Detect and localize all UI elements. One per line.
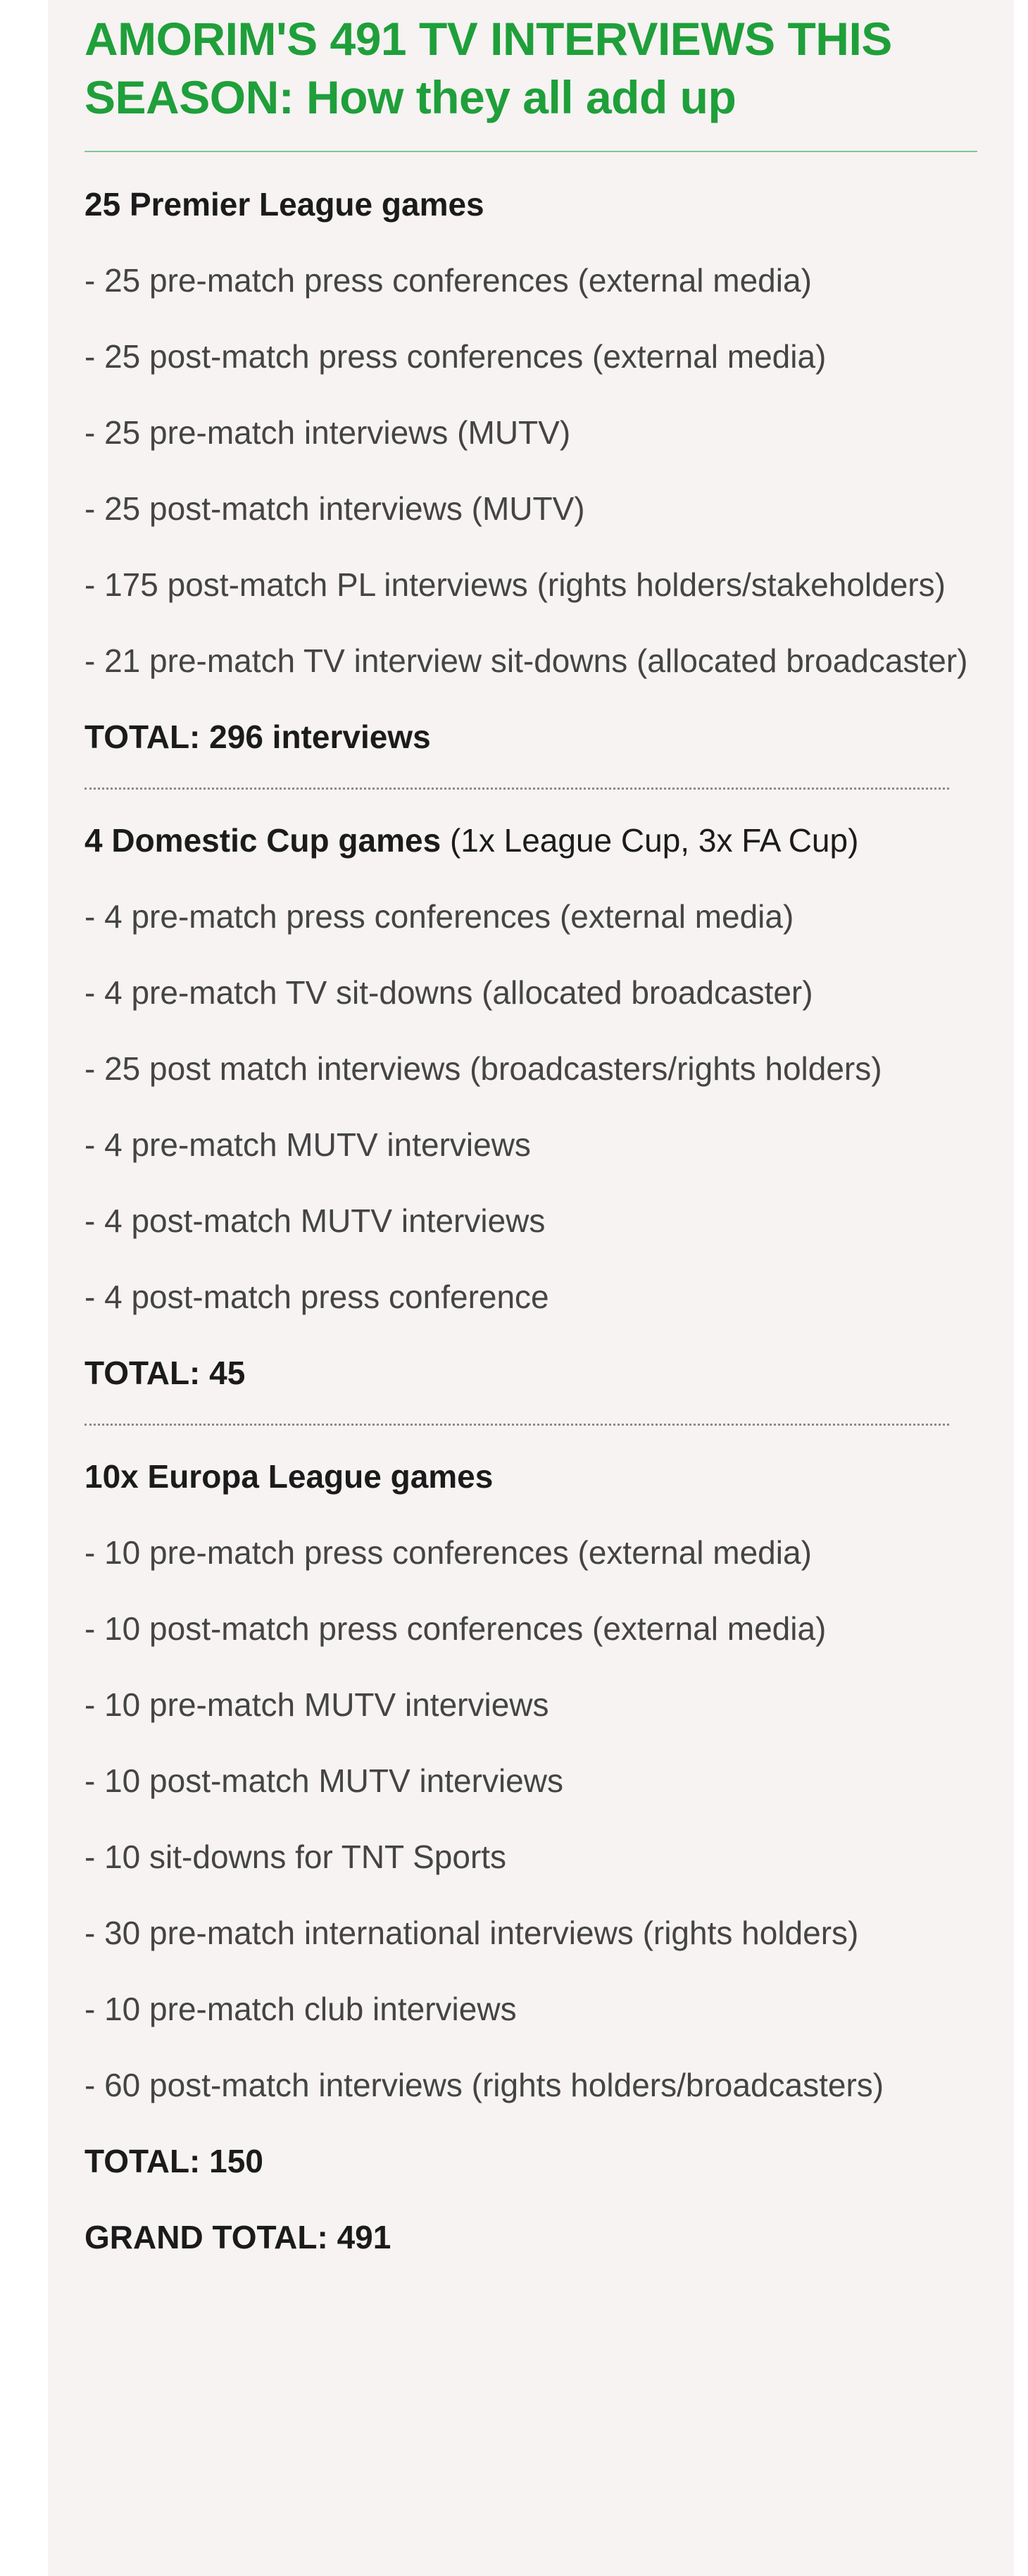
section-heading-main: 4 Domestic Cup games [84, 822, 441, 859]
list-item: - 25 post-match press conferences (external media) [84, 338, 827, 375]
list-item: - 25 pre-match press conferences (external media) [84, 262, 812, 299]
list-item: - 4 pre-match TV sit-downs (allocated broadcaster) [84, 974, 813, 1011]
list-item: - 10 pre-match MUTV interviews [84, 1686, 549, 1723]
domestic-cup-section [84, 815, 977, 1398]
section-total: TOTAL: 296 interviews [84, 718, 431, 755]
section-heading [84, 815, 977, 866]
list-item: - 4 pre-match MUTV interviews [84, 1126, 531, 1163]
section-heading-main: 10x Europa League games [84, 1458, 494, 1495]
list-item: - 10 sit-downs for TNT Sports [84, 1838, 507, 1875]
list-item: - 30 pre-match international interviews (rights holders) [84, 1915, 859, 1951]
article-title: AMORIM'S 491 TV INTERVIEWS THIS SEASON: How they all add up [84, 13, 892, 123]
europa-league-section [84, 1451, 977, 2186]
section-heading [84, 1451, 977, 1502]
article-card [48, 0, 1014, 2576]
list-item: - 60 post-match interviews (rights holders/broadcasters) [84, 2067, 884, 2103]
section-heading-main: 25 Premier League games [84, 186, 484, 223]
section-divider [84, 1424, 949, 1426]
premier-league-section [84, 179, 977, 762]
list-item: - 25 post match interviews (broadcasters/rights holders) [84, 1050, 882, 1087]
section-heading-sub: (1x League Cup, 3x FA Cup) [449, 822, 859, 859]
list-item: - 4 pre-match press conferences (external media) [84, 898, 794, 935]
section-total: TOTAL: 45 [84, 1355, 246, 1391]
list-item: - 21 pre-match TV interview sit-downs (allocated broadcaster) [84, 642, 968, 679]
list-item: - 10 post-match press conferences (external media) [84, 1610, 827, 1647]
list-item: - 10 pre-match club interviews [84, 1991, 517, 2027]
list-item: - 4 post-match MUTV interviews [84, 1202, 546, 1239]
list-item: - 10 post-match MUTV interviews [84, 1762, 563, 1799]
grand-total: GRAND TOTAL: 491 [84, 2219, 391, 2255]
list-item: - 175 post-match PL interviews (rights holders/stakeholders) [84, 566, 946, 603]
section-heading [84, 179, 977, 230]
section-divider [84, 788, 949, 790]
list-item: - 4 post-match press conference [84, 1278, 549, 1315]
list-item: - 10 pre-match press conferences (external media) [84, 1534, 812, 1571]
title-divider [84, 151, 977, 152]
list-item: - 25 post-match interviews (MUTV) [84, 490, 585, 527]
list-item: - 25 pre-match interviews (MUTV) [84, 414, 571, 451]
section-total: TOTAL: 150 [84, 2143, 263, 2179]
